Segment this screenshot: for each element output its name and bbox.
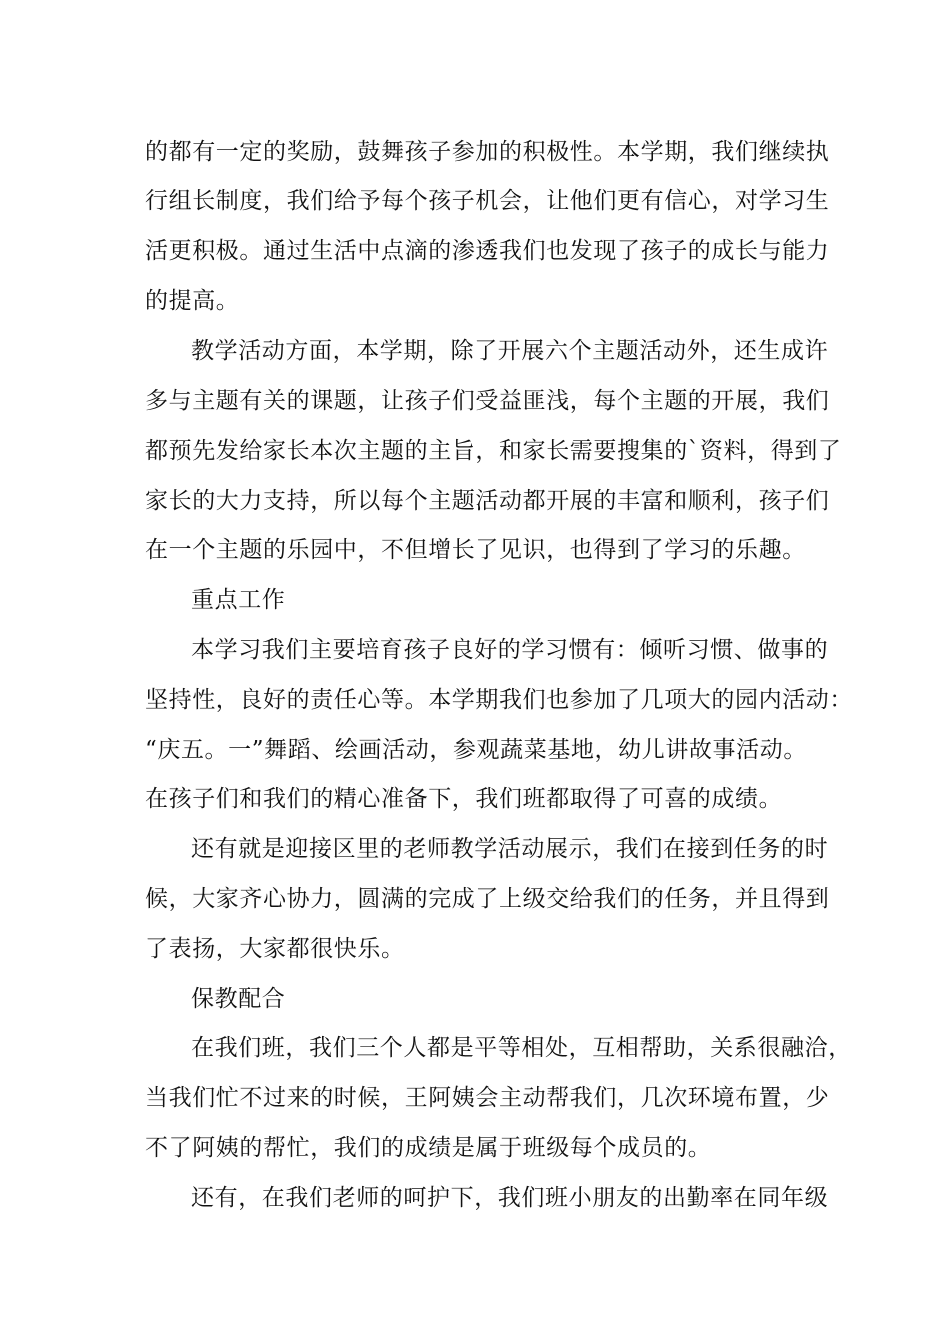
text-line: 的提高。 [145, 288, 240, 314]
paragraph-start-line: 本学习我们主要培育孩子良好的学习惯有：倾听习惯、做事的 [191, 637, 829, 663]
text-line: 都预先发给家长本次主题的主旨，和家长需要搜集的`资料，得到了 [145, 438, 842, 464]
section-heading: 重点工作 [191, 587, 286, 613]
text-line: 的都有一定的奖励，鼓舞孩子参加的积极性。本学期，我们继续执 [145, 139, 830, 165]
paragraph-start-line: 还有就是迎接区里的老师教学活动展示，我们在接到任务的时 [191, 836, 829, 862]
text-line: 家长的大力支持，所以每个主题活动都开展的丰富和顺利，孩子们 [145, 488, 830, 514]
text-line: 行组长制度，我们给予每个孩子机会，让他们更有信心，对学习生 [145, 188, 830, 214]
text-line: 了表扬，大家都很快乐。 [145, 936, 405, 962]
paragraph-start-line: 教学活动方面，本学期，除了开展六个主题活动外，还生成许 [191, 338, 829, 364]
section-heading: 保教配合 [191, 986, 286, 1012]
text-line: 坚持性，良好的责任心等。本学期我们也参加了几项大的园内活动： [145, 687, 853, 713]
text-line: 在孩子们和我们的精心准备下，我们班都取得了可喜的成绩。 [145, 786, 783, 812]
text-line: 不了阿姨的帮忙，我们的成绩是属于班级每个成员的。 [145, 1135, 712, 1161]
text-line: 当我们忙不过来的时候，王阿姨会主动帮我们，几次环境布置，少 [145, 1085, 830, 1111]
text-line: 多与主题有关的课题，让孩子们受益匪浅，每个主题的开展，我们 [145, 388, 830, 414]
paragraph-start-line: 在我们班，我们三个人都是平等相处，互相帮助，关系很融洽， [191, 1035, 852, 1061]
text-line: 候，大家齐心协力，圆满的完成了上级交给我们的任务，并且得到 [145, 886, 830, 912]
text-line: 在一个主题的乐园中，不但增长了见识，也得到了学习的乐趣。 [145, 537, 806, 563]
text-line: “庆五。一”舞蹈、绘画活动，参观蔬菜基地，幼儿讲故事活动。 [145, 737, 807, 763]
text-line: 活更积极。通过生活中点滴的渗透我们也发现了孩子的成长与能力 [145, 238, 830, 264]
paragraph-start-line: 还有，在我们老师的呵护下，我们班小朋友的出勤率在同年级 [191, 1185, 829, 1211]
